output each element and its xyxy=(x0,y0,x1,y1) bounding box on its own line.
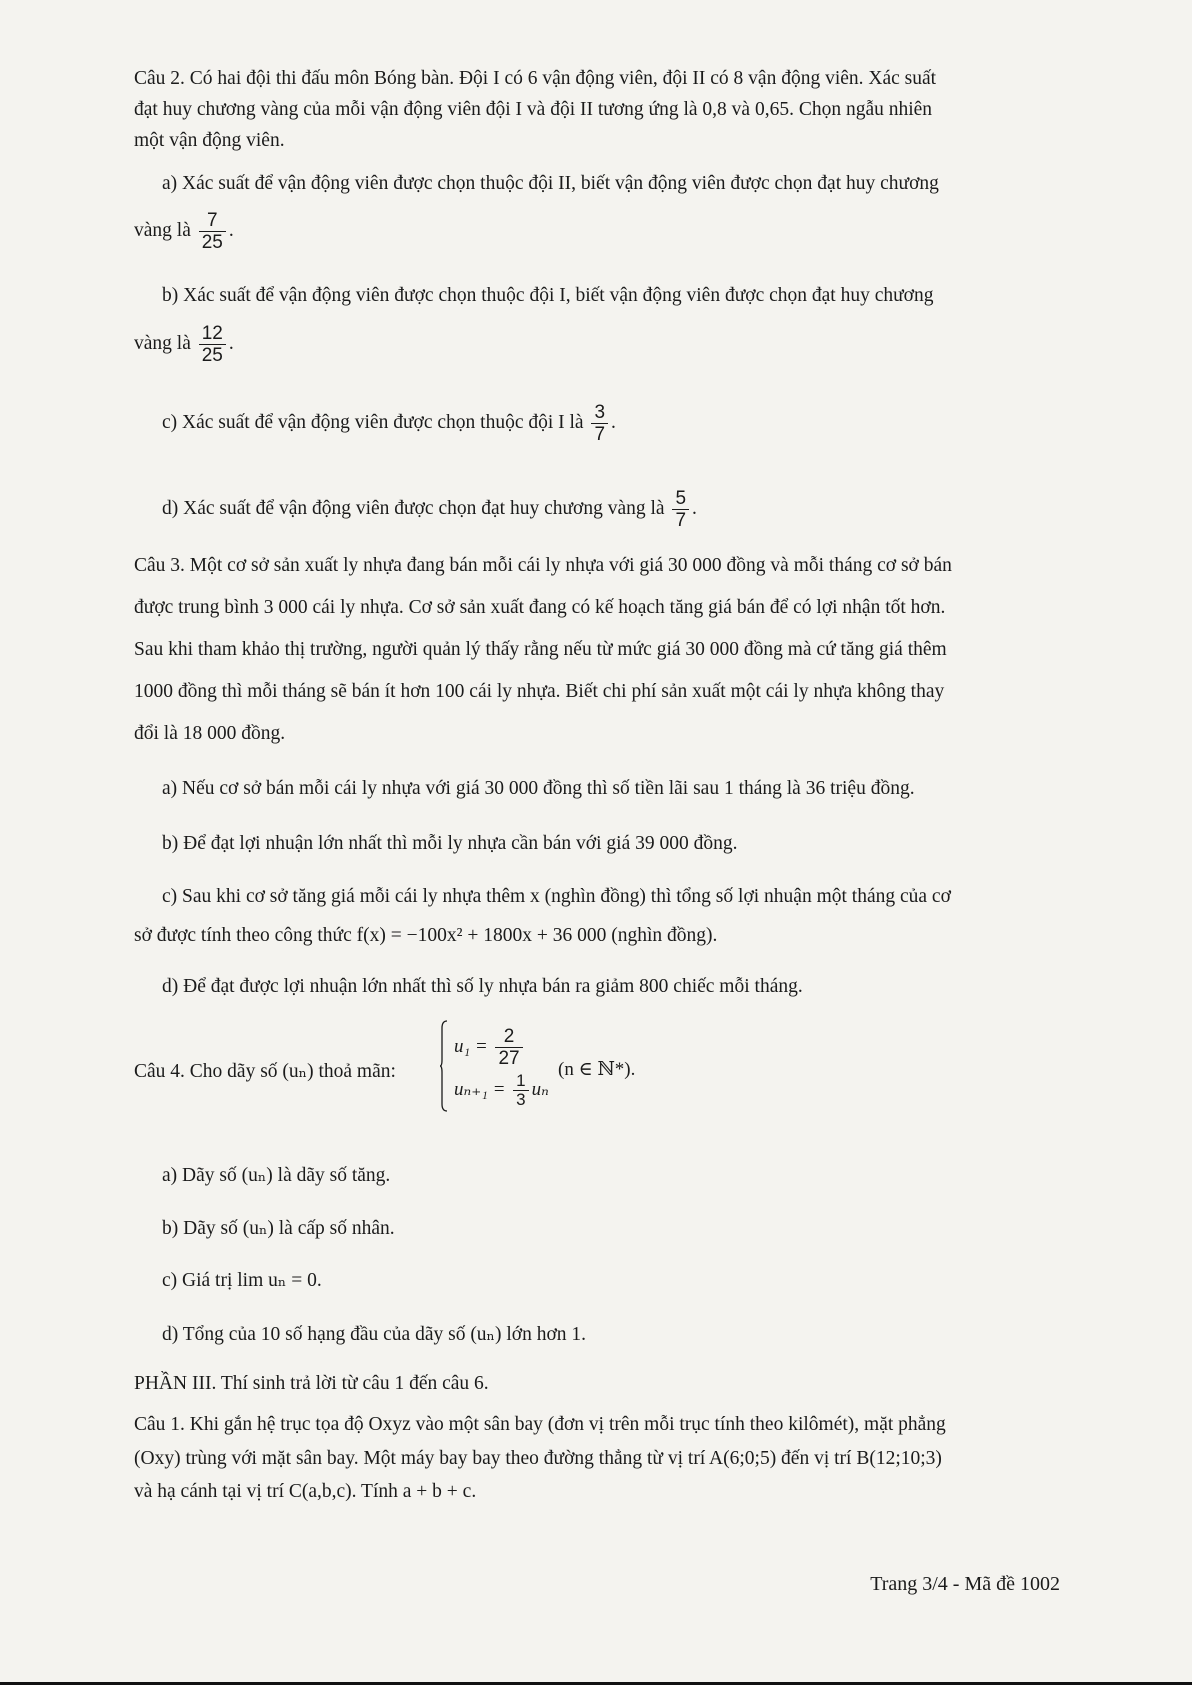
q2-option-b-line2: vàng là $\frac{12}{25}$ . xyxy=(134,323,234,366)
part3-q1-line3: và hạ cánh tại vị trí C(a,b,c). Tính a + b + c. xyxy=(134,1481,477,1502)
q2-stem-line1: Câu 2. Có hai đội thi đấu môn Bóng bàn. Đội I có 6 vận động viên, đội II có 8 vận động viên. Xác suất xyxy=(134,68,937,89)
q4-option-d: d) Tổng của 10 số hạng đầu của dãy số (uₙ) lớn hơn 1. xyxy=(162,1324,587,1345)
q2-option-c: c) Xác suất để vận động viên được chọn thuộc đội I là $\frac{3}{7}$ . xyxy=(162,402,616,445)
q2-option-a-fraction: $\frac{7}{25}$ xyxy=(199,210,226,253)
q3-stem-line4: 1000 đồng thì mỗi tháng sẽ bán ít hơn 100 cái ly nhựa. Biết chi phí sản xuất một cái ly nhựa không thay xyxy=(134,681,945,702)
part3-heading: PHẦN III. Thí sinh trả lời từ câu 1 đến câu 6. xyxy=(134,1373,489,1394)
page-footer: Trang 3/4 - Mã đề 1002 xyxy=(870,1573,1060,1595)
q3-option-c-line1: c) Sau khi cơ sở tăng giá mỗi cái ly nhựa thêm x (nghìn đồng) thì tổng số lợi nhuận một tháng của cơ xyxy=(162,886,951,907)
part3-q1-line1: Câu 1. Khi gắn hệ trục tọa độ Oxyz vào một sân bay (đơn vị trên mỗi trục tính theo kilômét), mặt phẳng xyxy=(134,1414,946,1435)
part3-q1-line2: (Oxy) trùng với mặt sân bay. Một máy bay bay theo đường thẳng từ vị trí A(6;0;5) đến vị trí B(12;10;3) xyxy=(134,1448,942,1469)
q3-option-d: d) Để đạt được lợi nhuận lớn nhất thì số ly nhựa bán ra giảm 800 chiếc mỗi tháng. xyxy=(162,976,803,997)
q3-option-a: a) Nếu cơ sở bán mỗi cái ly nhựa với giá 30 000 đồng thì số tiền lãi sau 1 tháng là 36 triệu đồng. xyxy=(162,778,915,799)
q2-option-b-text: vàng là xyxy=(134,332,191,354)
q2-stem-line3: một vận động viên. xyxy=(134,130,285,151)
q2-option-d-fraction: $\frac{5}{7}$ xyxy=(672,488,689,531)
q2-option-a-line2: vàng là $\frac{7}{25}$ . xyxy=(134,210,234,253)
q3-option-b: b) Để đạt lợi nhuận lớn nhất thì mỗi ly nhựa cần bán với giá 39 000 đồng. xyxy=(162,833,738,854)
q4-brace xyxy=(440,1020,448,1112)
q4-condition: (n ∈ ℕ*). xyxy=(558,1059,636,1080)
q4-option-a: a) Dãy số (uₙ) là dãy số tăng. xyxy=(162,1165,391,1186)
q2-option-d: d) Xác suất để vận động viên được chọn đạt huy chương vàng là $\frac{5}{7}$ . xyxy=(162,488,697,531)
q4-eq2: uₙ₊₁ = $\frac{1}{3}$ uₙ xyxy=(454,1071,549,1109)
q3-option-c-line2: sở được tính theo công thức f(x) = −100x² + 1800x + 36 000 (nghìn đồng). xyxy=(134,925,718,946)
q4-option-b: b) Dãy số (uₙ) là cấp số nhân. xyxy=(162,1218,395,1239)
q3-stem-line2: được trung bình 3 000 cái ly nhựa. Cơ sở sản xuất đang có kế hoạch tăng giá bán để có lợi nhận tốt hơn. xyxy=(134,597,946,618)
q3-stem-line1: Câu 3. Một cơ sở sản xuất ly nhựa đang bán mỗi cái ly nhựa với giá 30 000 đồng và mỗi tháng cơ sở bán xyxy=(134,555,952,576)
q4-eq1: u₁ = $\frac{2}{27}$ xyxy=(454,1026,526,1069)
q4-intro: Câu 4. Cho dãy số (uₙ) thoả mãn: xyxy=(134,1061,396,1082)
q2-option-a-text: vàng là xyxy=(134,219,191,241)
q4-option-c: c) Giá trị lim uₙ = 0. xyxy=(162,1270,322,1291)
q3-stem-line5: đổi là 18 000 đồng. xyxy=(134,723,286,744)
q4-eq2-fraction: $\frac{1}{3}$ xyxy=(513,1072,528,1109)
q2-option-a-line1: a) Xác suất để vận động viên được chọn thuộc đội II, biết vận động viên được chọn đạt huy chương xyxy=(162,173,939,194)
q2-option-c-fraction: $\frac{3}{7}$ xyxy=(591,402,608,445)
q2-option-b-fraction: $\frac{12}{25}$ xyxy=(199,323,226,366)
q4-eq1-fraction: $\frac{2}{27}$ xyxy=(495,1026,522,1069)
q2-option-b-line1: b) Xác suất để vận động viên được chọn thuộc đội I, biết vận động viên được chọn đạt huy chương xyxy=(162,285,934,306)
q3-stem-line3: Sau khi tham khảo thị trường, người quản lý thấy rằng nếu từ mức giá 30 000 đồng mà cứ tăng giá thêm xyxy=(134,639,947,660)
q2-stem-line2: đạt huy chương vàng của mỗi vận động viên đội I và đội II tương ứng là 0,8 và 0,65. Chọn ngẫu nhiên xyxy=(134,99,933,120)
q4-recurrence-system xyxy=(440,1020,680,1116)
